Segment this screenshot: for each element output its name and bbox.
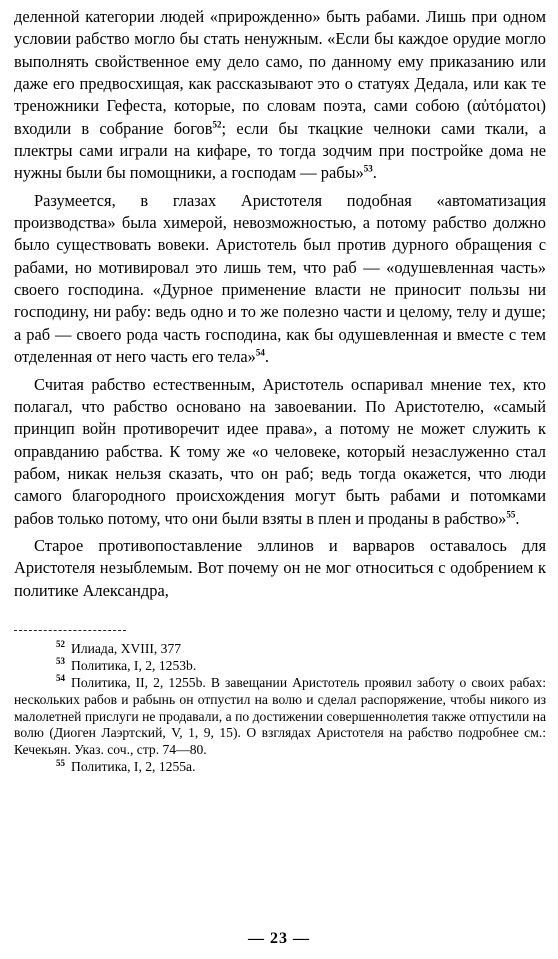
- footnote-reference[interactable]: 54: [255, 347, 265, 358]
- footnote-number: 53: [56, 656, 65, 667]
- paragraph-text: Считая рабство естественным, Аристотель оспаривал мнение тех, кто полагал, что рабство основано на завоевании. По Аристотелю, «самый принцип войн противоречит идее права», а потому не может служить к оправданию рабства. К тому же «о человеке, который незаслуженно стал рабом, никак нельзя сказать, что он раб; ведь тогда окажется, что люди самого благородного происхождения могут быть рабами и потомками рабов только потому, что они были взяты в плен и проданы в рабство»: [14, 374, 546, 528]
- paragraph-text: ; если бы ткацкие челноки сами ткали, а плектры сами играли на кифаре, то тогда зодчим при постройке дома не нужны были бы помощники, а господам — рабы»: [14, 118, 546, 183]
- footnote-text: Политика, I, 2, 1255a.: [71, 759, 196, 775]
- paragraph: [14, 190, 546, 369]
- footnote-reference[interactable]: 55: [506, 509, 516, 520]
- footnote-text: Политика, I, 2, 1253b.: [71, 657, 197, 673]
- paragraph-text: .: [515, 508, 520, 528]
- footnote-reference[interactable]: 52: [212, 119, 222, 130]
- footnote-text: Политика, II, 2, 1255b. В завещании Аристотель проявил заботу о своих рабах: нескольких рабов и рабынь он отпустил на волю и сделал распоряжение, чтобы никого из малолетней прислуги не продавали, а по достижении совершеннолетия также отпустили на волю (Диоген Лаэртский, V, 1, 9, 15). О взглядах Аристотеля на рабство подробнее см.: Кечекьян. Указ. соч., стр. 74—80.: [14, 674, 546, 758]
- footnote-separator: [14, 630, 126, 631]
- footnote-number: 55: [56, 757, 65, 768]
- paragraph-text: .: [264, 347, 269, 367]
- footnote-reference[interactable]: 53: [363, 163, 373, 174]
- paragraph: [14, 6, 546, 185]
- paragraph-text: Разумеется, в глазах Аристотеля подобная «автоматизация производства» была химерой, невозможностью, а потому рабство должно было существовать вовеки. Аристотель был против дурного обращения с рабами, но мотивировал это лишь тем, что раб — «одушевленная часть» своего господина. «Дурное применение власти не приносит пользы ни господину, ни рабу: ведь одно и то же полезно части и целому, телу и душе; а раб — своего рода часть господина, как бы одушевленная и вместе с тем отделенная от него часть его тела»: [14, 190, 546, 367]
- footnotes: [14, 641, 546, 776]
- page-number: — 23 —: [248, 930, 310, 947]
- main-text: [14, 6, 546, 602]
- paragraph: [14, 535, 546, 602]
- footnote-text: Илиада, XVIII, 377: [71, 640, 182, 656]
- paragraph-text: деленной категории людей «прирожденно» быть рабами. Лишь при одном условии рабство могло бы стать ненужным. «Если бы каждое орудие могло выполнять свойственное ему дело само, по данному ему приказанию или даже его предвосхищая, как рассказывают это о статуях Дедала, или как те треножники Гефеста, которые, по словам поэта, сами собою (αὐτόματοι) входили в собрание богов: [14, 7, 546, 138]
- footnote: [14, 658, 546, 675]
- footnote: [14, 641, 546, 658]
- paragraph-text: Старое противопоставление эллинов и варваров оставалось для Аристотеля незыблемым. Вот почему он не мог относиться с одобрением к политике Александра,: [14, 535, 546, 600]
- footnote: [14, 675, 546, 760]
- footnote-number: 52: [56, 639, 65, 650]
- footnote-number: 54: [56, 673, 65, 684]
- footnote: [14, 759, 546, 776]
- paragraph-text: .: [372, 163, 377, 183]
- paragraph: [14, 374, 546, 530]
